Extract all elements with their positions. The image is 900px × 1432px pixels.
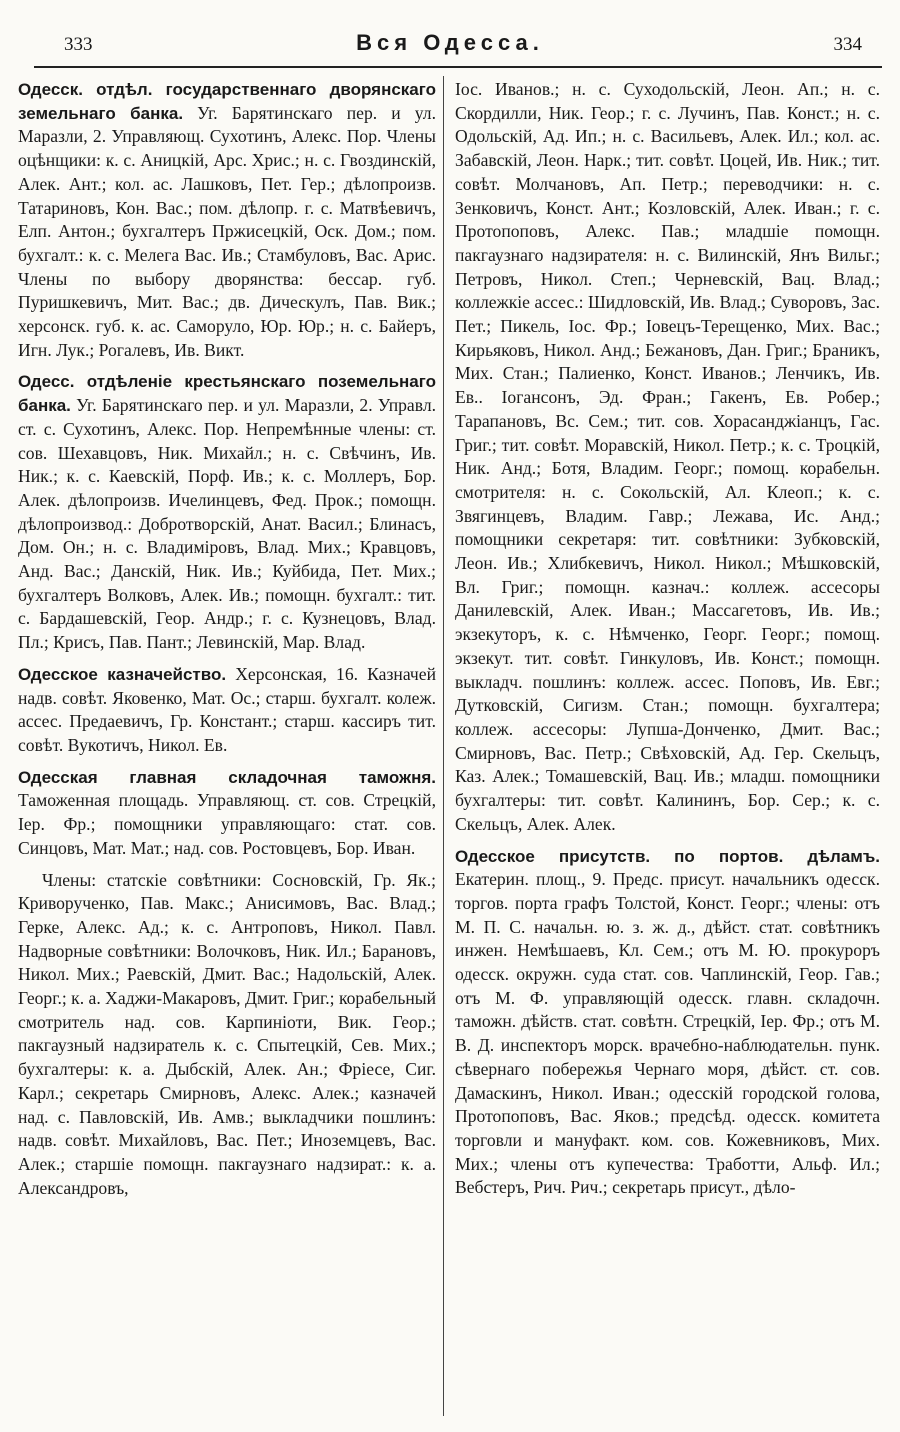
- entry-treasury: [18, 663, 436, 758]
- entry-text: Херсонская, 16. Казначей надв. совѣт. Яковенко, Мат. Ос.; старш. бухгалт. колеж. ассес. Предаевичъ, Гр. Констант.; старш. кассиръ тит. совѣт. Вукотичъ, Никол. Ев.: [18, 663, 436, 755]
- entry-text: Іос. Иванов.; н. с. Суходольскій, Леон. Ап.; н. с. Скордилли, Ник. Геор.; г. с. Лучинъ, Пав. Конст.; н. с. Одольскій, Ад. Ип.; н. с. Васильевъ, Алек. Ил.; кол. ас. Забавскій, Леон. Нарк.; тит. совѣт. Цоцей, Ив. Ник.; тит. совѣт. Молчановъ, Ап. Петр.; переводчики: н. с. Зенковичъ, Конст. Ант.; Козловскій, Алек. Иван.; г. с. Протопоповъ, Алекс. Пав.; младшіе помощн. пакгаузнаго надзирателя: н. с. Вилинскій, Янъ Вильг.; Петровъ, Никол. Степ.; Черневскій, Вац. Влад.; коллежкіе ассес.: Шидловскій, Ив. Влад.; Суворовъ, Зас. Пет.; Пикель, Іос. Фр.; Іовецъ-Терещенко, Мих. Вас.; Кирьяковъ, Никол. Анд.; Бежановъ, Дан. Григ.; Браникъ, Мих. Стан.; Палиенко, Конст. Иванов.; Ленчикъ, Ив. Ев.. Іогансонъ, Эд. Фран.; Гакенъ, Ев. Робер.; Тарапановъ, Вс. Сем.; тит. сов. Хорасанджіанцъ, Гас. Григ.; тит. совѣт. Моравскій, Никол. Петр.; к. с. Троцкій, Ник. Анд.; Ботя, Владим. Георг.; помощ. корабельн. смотрителя: н. с. Сокольскій, Ал. Клеоп.; к. с. Звягинцевъ, Владим. Гавр.; Лежава, Ис. Анд.; помощники секретаря: тит. совѣтники: Зубковскій, Леон. Ив.; Хлибкевичъ, Никол. Никол.; Мѣшковскій, Вл. Григ.; помощн. казнач.: коллеж. ассесоры Данилевскій, Алек. Иван.; Массагетовъ, Ив. Ив.; экзекуторъ, к. с. Нѣмченко, Георг. Георг.; помощ. экзекут. тит. совѣт. Гинкуловъ, Ив. Конст.; помощн. выкладч. пошлинъ: коллеж. ассес. Поповъ, Ив. Евг.; Дутковскій, Сигизм. Стан.; помощн. бухгалтера; коллеж. ассесоры: Лупша-Донченко, Дмит. Вас.; Смирновъ, Вас. Петр.; Свѣховскій, Ад. Гер. Скельцъ, Каз. Алек.; Томашевскій, Вац. Ив.; младш. помощники бухгалтеры: тит. совѣт. Калининъ, Бор. Сер.; к. с. Скельцъ, Алек. Алек.: [455, 79, 880, 834]
- page-header: [12, 28, 888, 62]
- entry-text: Таможенная площадь. Управляющ. ст. сов. Стрецкій, Іер. Фр.; помощники управляющаго: стат. сов. Синцовъ, Мат. Мат.; над. сов. Ростовцевъ, Бор. Иван.: [18, 790, 436, 858]
- column-divider: [443, 76, 444, 1416]
- entry-port-affairs: [455, 845, 880, 1201]
- entry-heading: Одесская главная складочная таможня.: [18, 767, 436, 787]
- entry-customs-members: [18, 869, 436, 1201]
- left-column: [18, 78, 436, 1418]
- entry-heading: Одесск. отдѣл. государственнаго дворянскаго земельнаго банка.: [18, 80, 436, 123]
- entry-heading: Одесское казначейство.: [18, 664, 227, 684]
- entry-text: Члены: статскіе совѣтники: Сосновскій, Гр. Як.; Криворученко, Пав. Макс.; Анисимовъ, Вас. Влад.; Герке, Алекс. Ад.; к. с. Антроповъ, Никол. Павл. Надворные совѣтники: Волочковъ, Ник. Ил.; Барановъ, Никол. Мих.; Раевскій, Дмит. Вас.; Надольскій, Алек. Георг.; к. а. Хаджи-Макаровъ, Дмит. Григ.; корабельный смотритель над. сов. Карпиніоти, Вик. Геор.; пакгаузный надзиратель к. с. Спытецкій, Сев. Мих.; бухгалтеры: к. а. Дыбскій, Алек. Ан.; Фріесе, Сиг. Карл.; секретарь Смирновъ, Алекс. Алек.; казначей над. с. Павловскій, Ив. Амв.; выкладчики пошлинъ: надв. совѣт. Михайловъ, Вас. Пет.; Иноземцевъ, Вас. Алек.; старшіе помощн. пакгаузнаго надзират.: к. а. Александровъ,: [18, 869, 436, 1198]
- entry-customs-continued: [455, 78, 880, 837]
- entry-text: Уг. Барятинскаго пер. и ул. Маразли, 2. Управляющ. Сухотинъ, Алекс. Пор. Члены оцѣнщики: к. с. Аницкій, Арс. Хрис.; н. с. Гвоздинскій, Алек. Ант.; кол. ас. Лашковъ, Пет. Гер.; дѣлопроизв. Татариновъ, Кон. Вас.; пом. дѣлопр. г. с. Матвѣевичъ, Елп. Антон.; бухгалтеръ Пржисецкій, Оск. Дом.; пом. бухгалт.: к. с. Мелега Вас. Ив.; Стамбуловъ, Вас. Арис. Члены по выбору дворянства: бессар. губ. Пуришкевичъ, Мит. Вас.; дв. Дическулъ, Пав. Вик.; херсонск. губ. к. ас. Саморуло, Юр. Юр.; н. с. Байеръ, Игн. Лук.; Рогалевъ, Ив. Викт.: [18, 102, 436, 360]
- right-column: [455, 78, 880, 1418]
- right-page-number: 334: [833, 34, 862, 55]
- entry-heading: Одесс. отдѣленіе крестьянскаго поземельнаго банка.: [18, 372, 436, 416]
- running-title: Вся Одесса.: [356, 30, 544, 55]
- left-page-number: 333: [64, 34, 93, 55]
- entry-text: Уг. Барятинскаго пер. и ул. Маразли, 2. Управл. ст. с. Сухотинъ, Алекс. Пор. Непремѣнные члены: ст. сов. Шехавцовъ, Ник. Михайл.; н. с. Свѣчинъ, Ив. Ник.; к. с. Каевскій, Порф. Ив.; к. с. Моллеръ, Бор. Алек. дѣлопроизв. Ичелинцевъ, Фед. Прок.; помощн. дѣлопроизвод.: Добротворскій, Анат. Васил.; Блинасъ, Дом. Он.; н. с. Владиміровъ, Влад. Мих.; Кравцовъ, Анд. Вас.; Данскій, Ник. Ив.; Куйбида, Пет. Мих.; бухгалтеръ Волковъ, Алек. Ив.; помощн. бухгалт.: тит. с. Бардашевскій, Геор. Андр.; г. с. Кузнецовъ, Влад. Пл.; Крисъ, Пав. Пант.; Левинскій, Мар. Влад.: [18, 395, 436, 653]
- entry-noble-land-bank: [18, 78, 436, 362]
- entry-text: Екатерин. площ., 9. Предс. присут. начальникъ одесск. торгов. порта графъ Толстой, Конст. Георг.; члены: отъ М. П. С. начальн. ю. з. ж. д., дѣйст. стат. совѣтникъ инжен. Немѣшаевъ, Кл. Сем.; отъ М. Ю. прокуроръ одесск. окружн. суда стат. сов. Чаплинскій, Геор. Гав.; отъ М. Ф. управляющій одесск. главн. складочн. таможн. дѣйств. стат. совѣтн. Стрецкій, Іер. Фр.; отъ М. В. Д. инспекторъ морск. врачебно-наблюдательн. пунк. сѣвернаго побережья Чернаго моря, дѣйст. ст. сов. Дамаскинъ, Никол. Иван.; одесскій городской голова, Протопоповъ, Вас. Яков.; предсѣд. одесск. комитета торговли и мануфакт. ком. сов. Кожевниковъ, Мих. Мих.; члены отъ купечества: Тработти, Альф. Ил.; Вебстеръ, Рич. Рич.; секретарь присут., дѣло-: [455, 869, 880, 1198]
- entry-peasant-land-bank: [18, 370, 436, 654]
- entry-customs-house: [18, 766, 436, 861]
- entry-heading: Одесское присутств. по портов. дѣламъ.: [455, 846, 880, 866]
- header-rule: [34, 66, 882, 68]
